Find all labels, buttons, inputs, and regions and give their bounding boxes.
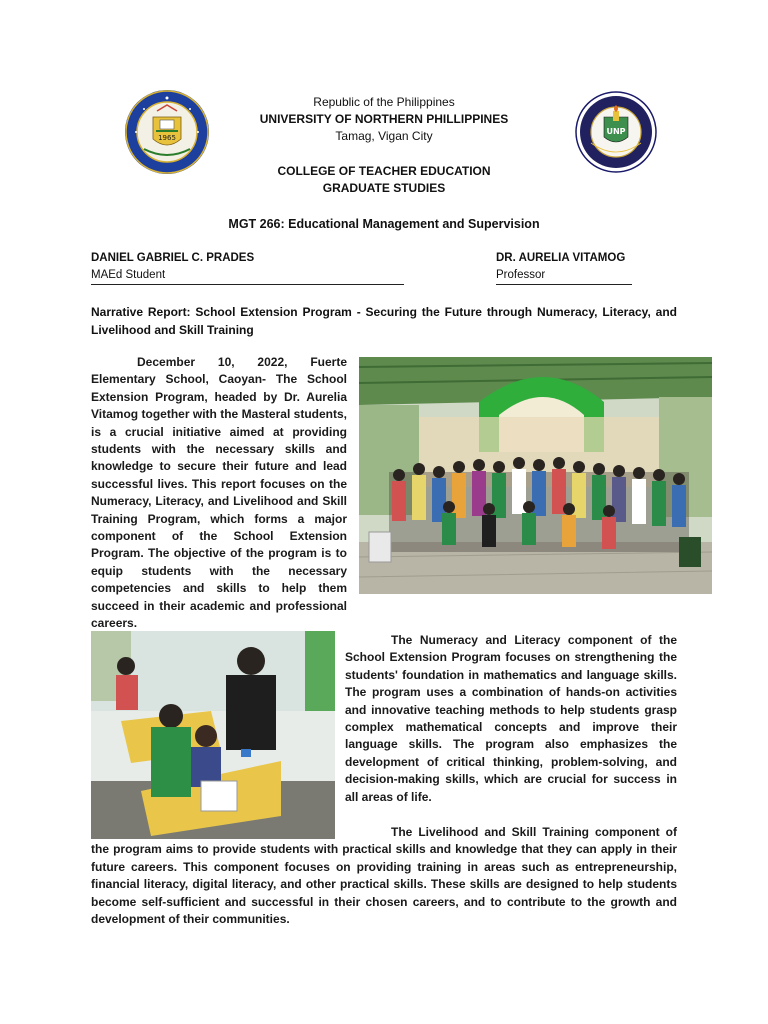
university-name: UNIVERSITY OF NORTHERN PHILLIPPINES — [259, 112, 509, 126]
paragraph-intro — [91, 354, 347, 633]
institution-header — [0, 94, 768, 145]
paragraph-numeracy-literacy — [345, 632, 677, 806]
student-name: DANIEL GABRIEL C. PRADES — [91, 252, 255, 264]
college-header — [0, 163, 768, 197]
student-role: MAEd Student — [91, 267, 404, 285]
paragraph-intro-text: December 10, 2022, Fuerte Elementary School, Caoyan- The School Extension Program, headed by Dr. Aurelia Vitamog together with the Masteral students, is a crucial initiative aimed at providing students with the necessary skills and knowledge to secure their future and lead successful lives. This report focuses on the Numeracy, Literacy, and Livelihood and Skill Training Program, which forms a major component of the School Extension Program. The objective of the program is to equip students with the necessary competencies and skills to help them succeed in their academic and professional careers. — [91, 355, 347, 631]
professor-block — [496, 250, 632, 285]
seal-monogram: UNP — [606, 127, 626, 136]
paragraph-livelihood-text: The Livelihood and Skill Training component of the program aims to provide students with practical skills and knowledge that they can apply in their future careers. This component focuses on providing training in areas such as entrepreneurship, financial literacy, digital literacy, and other practical skills. These skills are designed to help students become self-sufficient and successful in their chosen careers, and to contribute to the growth and development of their communities. — [91, 825, 677, 927]
professor-role: Professor — [496, 267, 632, 285]
college-name: COLLEGE OF TEACHER EDUCATION — [277, 164, 491, 178]
paragraph-livelihood — [91, 824, 677, 928]
report-title: Narrative Report: School Extension Program - Securing the Future through Numeracy, Literacy, and Livelihood and Skill Training — [91, 305, 677, 337]
seal-year: 1965 — [158, 134, 176, 142]
course-title: MGT 266: Educational Management and Supervision — [228, 217, 540, 231]
professor-name: DR. AURELIA VITAMOG — [496, 252, 626, 264]
republic-line: Republic of the Philippines — [313, 95, 455, 109]
classroom-photo-image — [91, 631, 335, 839]
group-photo-image — [359, 357, 712, 594]
university-location: Tamag, Vigan City — [335, 129, 433, 143]
paragraph-numeracy-literacy-text: The Numeracy and Literacy component of the School Extension Program focuses on strengthening the students' foundation in mathematics and language skills. The program uses a combination of hands-on activities and innovative teaching methods to help students grasp complex mathematical concepts and improve their language skills. The program also emphasizes the development of critical thinking, problem-solving, and decision-making skills, which are crucial for success in all areas of life. — [345, 633, 677, 804]
student-block — [91, 250, 404, 285]
division-name: GRADUATE STUDIES — [322, 181, 446, 195]
